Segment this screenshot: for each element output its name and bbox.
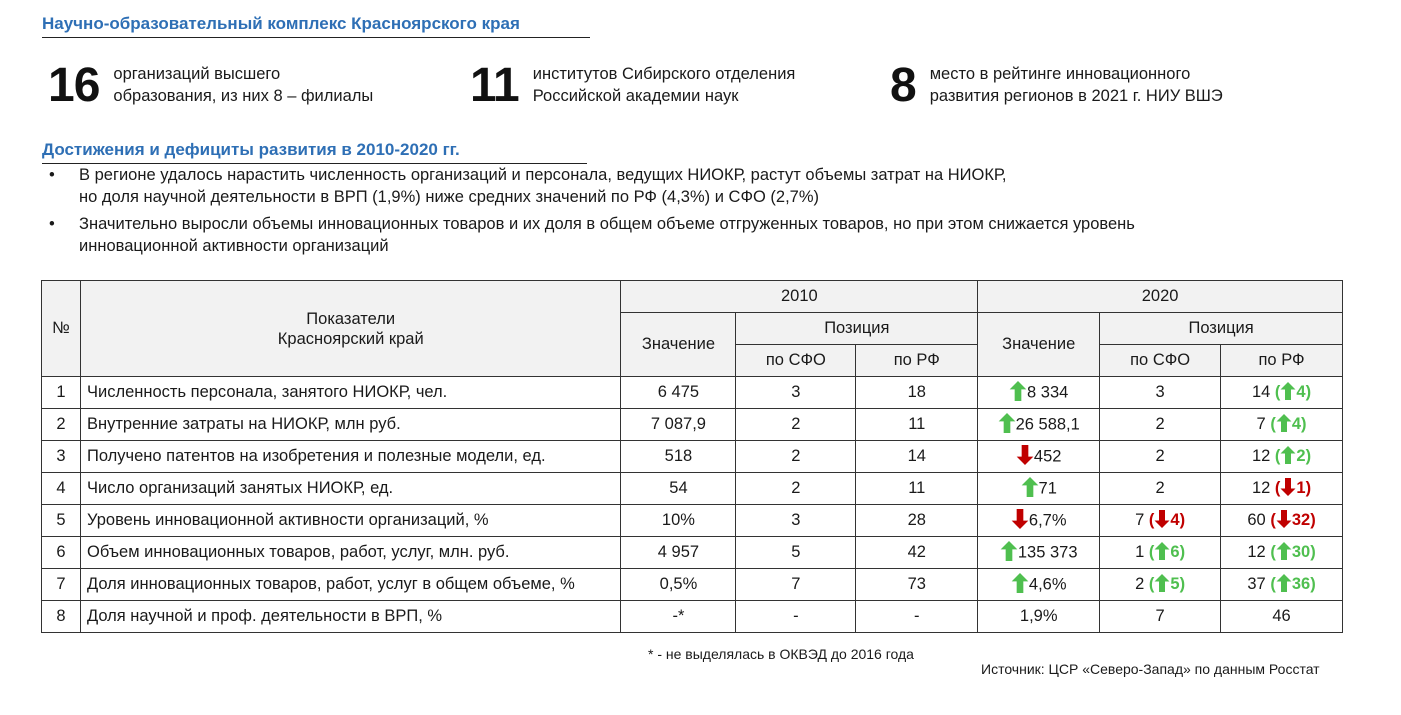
footnote: * - не выделялась в ОКВЭД до 2016 года: [648, 646, 914, 662]
value-2010: -*: [621, 601, 736, 633]
rf-position-2010: 14: [856, 441, 978, 473]
arrow-up-icon: [1276, 542, 1292, 560]
value-2020-text: 8 334: [1027, 382, 1069, 401]
paren: ): [1310, 543, 1316, 561]
stat-number: 8: [890, 59, 916, 112]
sfo-position-2010: 2: [736, 441, 856, 473]
position-delta: 4: [1170, 511, 1180, 529]
position-base: 46: [1272, 607, 1291, 625]
position-delta: 36: [1291, 575, 1311, 593]
position-base: 12: [1251, 479, 1271, 497]
paren: (: [1265, 415, 1276, 433]
rf-position-2020: [1221, 569, 1343, 601]
section-subtitle: Достижения и дефициты развития в 2010-2020 гг.: [42, 140, 587, 164]
value-2020: [978, 505, 1100, 537]
position-base: 2: [1155, 479, 1165, 497]
sfo-position-2020: [1100, 537, 1221, 569]
rf-position-2020: [1221, 601, 1343, 633]
sfo-position-2010: 3: [736, 377, 856, 409]
arrow-up-icon: [1280, 446, 1296, 464]
sfo-position-2020: [1100, 441, 1221, 473]
arrow-up-icon: [1009, 381, 1027, 401]
stat-institutes: [470, 59, 796, 112]
paren: (: [1265, 543, 1276, 561]
rf-position-2020: [1221, 473, 1343, 505]
sfo-position-2010: 2: [736, 473, 856, 505]
bullet-text: В регионе удалось нарастить численность организаций и персонала, ведущих НИОКР, растут объемы затрат на НИОКР, но доля научной деятельности в ВРП (1,9%) ниже средних значений по РФ (4,3%) и СФО (2,7%): [79, 166, 1007, 206]
arrow-up-icon: [1000, 541, 1018, 561]
position-base: 2: [1155, 415, 1165, 433]
position-base: 7: [1256, 415, 1266, 433]
position-delta: 6: [1170, 543, 1180, 561]
value-2020: [978, 377, 1100, 409]
arrow-down-icon: [1011, 509, 1029, 529]
sfo-position-2020: [1100, 473, 1221, 505]
indicator-name: Уровень инновационной активности организаций, %: [80, 505, 620, 537]
indicator-name: Получено патентов на изобретения и полезные модели, ед.: [80, 441, 620, 473]
bullet-dot: •: [49, 166, 55, 184]
paren: ): [1305, 383, 1312, 401]
header-rf-2010: по РФ: [856, 345, 978, 377]
position-base: 1: [1135, 543, 1145, 561]
position-base: 2: [1135, 575, 1145, 593]
stat-text: место в рейтинге инновационного развития регионов в 2021 г. НИУ ВШЭ: [929, 65, 1223, 105]
value-2010: 0,5%: [621, 569, 736, 601]
rf-position-2010: 28: [856, 505, 978, 537]
bullet-item: [45, 213, 1295, 257]
row-number: 7: [42, 569, 81, 601]
stat-rating: [890, 59, 1223, 112]
indicator-name: Доля научной и проф. деятельности в ВРП, %: [80, 601, 620, 633]
paren: ): [1179, 543, 1186, 561]
table-row: [42, 537, 1343, 569]
table-row: [42, 409, 1343, 441]
paren: ): [1310, 511, 1316, 529]
header-year-2010: 2010: [621, 281, 978, 313]
paren: (: [1270, 447, 1281, 465]
rf-position-2010: 11: [856, 473, 978, 505]
table-row: [42, 377, 1343, 409]
stat-number: 16: [48, 59, 100, 112]
sfo-position-2020: [1100, 601, 1221, 633]
rf-position-2010: 18: [856, 377, 978, 409]
arrow-down-icon: [1280, 478, 1296, 496]
paren: (: [1265, 575, 1276, 593]
sfo-position-2010: 3: [736, 505, 856, 537]
sfo-position-2010: 5: [736, 537, 856, 569]
value-2020: [978, 409, 1100, 441]
stat-number: 11: [470, 59, 519, 112]
arrow-down-icon: [1154, 510, 1170, 528]
header-position-2020: Позиция: [1100, 313, 1343, 345]
stat-universities: [48, 59, 374, 112]
table-row: [42, 601, 1343, 633]
position-base: 14: [1251, 383, 1271, 401]
header-sfo-2010: по СФО: [736, 345, 856, 377]
header-number: №: [42, 281, 81, 377]
arrow-down-icon: [1016, 445, 1034, 465]
paren: (: [1144, 543, 1155, 561]
paren: ): [1179, 511, 1186, 529]
row-number: 1: [42, 377, 81, 409]
bullet-text: Значительно выросли объемы инновационных товаров и их доля в общем объеме отгруженных товаров, но при этом снижается уровень инновационной активности организаций: [79, 215, 1135, 255]
position-delta: 2: [1296, 447, 1306, 465]
position-base: 37: [1247, 575, 1266, 593]
value-2020-text: 135 373: [1017, 542, 1078, 561]
table-row: [42, 441, 1343, 473]
sfo-position-2020: [1100, 377, 1221, 409]
header-rf-2020: по РФ: [1221, 345, 1343, 377]
arrow-up-icon: [1276, 574, 1292, 592]
arrow-up-icon: [1021, 477, 1039, 497]
stat-text: институтов Сибирского отделения Российской академии наук: [532, 65, 796, 105]
value-2020-text: 26 588,1: [1015, 414, 1080, 433]
sfo-position-2020: [1100, 505, 1221, 537]
position-base: 7: [1135, 511, 1145, 529]
position-base: 7: [1155, 607, 1165, 625]
rf-position-2020: [1221, 377, 1343, 409]
value-2020-text: 452: [1033, 446, 1062, 465]
stat-text: организаций высшего образования, из них 8 – филиалы: [113, 65, 374, 105]
value-2020: [978, 537, 1100, 569]
header-value-2020: Значение: [978, 313, 1100, 377]
position-delta: 1: [1296, 479, 1306, 497]
position-delta: 32: [1291, 511, 1311, 529]
paren: ): [1179, 575, 1186, 593]
paren: ): [1305, 479, 1312, 497]
bullet-list: [45, 164, 1295, 262]
position-delta: 30: [1291, 543, 1311, 561]
row-number: 3: [42, 441, 81, 473]
source-note: Источник: ЦСР «Северо-Запад» по данным Росстат: [981, 661, 1320, 677]
arrow-up-icon: [1280, 382, 1296, 400]
position-base: 12: [1251, 447, 1271, 465]
rf-position-2010: 42: [856, 537, 978, 569]
paren: (: [1144, 575, 1155, 593]
value-2020: [978, 601, 1100, 633]
paren: (: [1144, 511, 1155, 529]
indicators-table: [41, 280, 1343, 633]
row-number: 5: [42, 505, 81, 537]
paren: (: [1265, 511, 1276, 529]
paren: (: [1270, 479, 1281, 497]
value-2020: [978, 441, 1100, 473]
page-title: Научно-образовательный комплекс Красноярского края: [42, 14, 590, 38]
indicator-name: Внутренние затраты на НИОКР, млн руб.: [80, 409, 620, 441]
rf-position-2020: [1221, 505, 1343, 537]
position-base: 3: [1155, 383, 1165, 401]
value-2020: [978, 569, 1100, 601]
value-2010: 54: [621, 473, 736, 505]
position-base: 2: [1155, 447, 1165, 465]
position-delta: 5: [1170, 575, 1180, 593]
arrow-down-icon: [1276, 510, 1292, 528]
rf-position-2020: [1221, 537, 1343, 569]
indicator-name: Число организаций занятых НИОКР, ед.: [80, 473, 620, 505]
sfo-position-2010: -: [736, 601, 856, 633]
position-delta: 4: [1291, 415, 1302, 433]
indicator-name: Численность персонала, занятого НИОКР, чел.: [80, 377, 620, 409]
row-number: 6: [42, 537, 81, 569]
position-delta: 4: [1296, 383, 1306, 401]
table-row: [42, 505, 1343, 537]
header-sfo-2020: по СФО: [1100, 345, 1221, 377]
sfo-position-2010: 7: [736, 569, 856, 601]
paren: ): [1301, 415, 1307, 433]
value-2020-text: 1,9%: [1019, 607, 1058, 625]
row-number: 2: [42, 409, 81, 441]
arrow-up-icon: [1154, 542, 1170, 560]
header-indicator: Показатели Красноярский край: [80, 281, 620, 377]
arrow-up-icon: [1276, 414, 1292, 432]
value-2010: 10%: [621, 505, 736, 537]
arrow-up-icon: [1154, 574, 1170, 592]
row-number: 4: [42, 473, 81, 505]
header-value-2010: Значение: [621, 313, 736, 377]
arrow-up-icon: [998, 413, 1016, 433]
rf-position-2010: 73: [856, 569, 978, 601]
rf-position-2020: [1221, 409, 1343, 441]
indicator-name: Доля инновационных товаров, работ, услуг в общем объеме, %: [80, 569, 620, 601]
value-2020-text: 71: [1038, 478, 1057, 497]
header-position-2010: Позиция: [736, 313, 978, 345]
value-2020: [978, 473, 1100, 505]
sfo-position-2020: [1100, 409, 1221, 441]
indicator-name: Объем инновационных товаров, работ, услуг, млн. руб.: [80, 537, 620, 569]
row-number: 8: [42, 601, 81, 633]
paren: (: [1270, 383, 1281, 401]
paren: ): [1305, 447, 1312, 465]
value-2020-text: 6,7%: [1028, 510, 1067, 529]
value-2010: 518: [621, 441, 736, 473]
header-year-2020: 2020: [978, 281, 1343, 313]
value-2010: 6 475: [621, 377, 736, 409]
position-base: 12: [1247, 543, 1266, 561]
position-base: 60: [1247, 511, 1266, 529]
value-2020-text: 4,6%: [1028, 574, 1067, 593]
value-2010: 4 957: [621, 537, 736, 569]
bullet-item: [45, 164, 1295, 208]
sfo-position-2010: 2: [736, 409, 856, 441]
value-2010: 7 087,9: [621, 409, 736, 441]
rf-position-2010: 11: [856, 409, 978, 441]
arrow-up-icon: [1011, 573, 1029, 593]
rf-position-2010: -: [856, 601, 978, 633]
rf-position-2020: [1221, 441, 1343, 473]
bullet-dot: •: [49, 215, 55, 233]
table-row: [42, 569, 1343, 601]
table-row: [42, 473, 1343, 505]
sfo-position-2020: [1100, 569, 1221, 601]
paren: ): [1310, 575, 1316, 593]
